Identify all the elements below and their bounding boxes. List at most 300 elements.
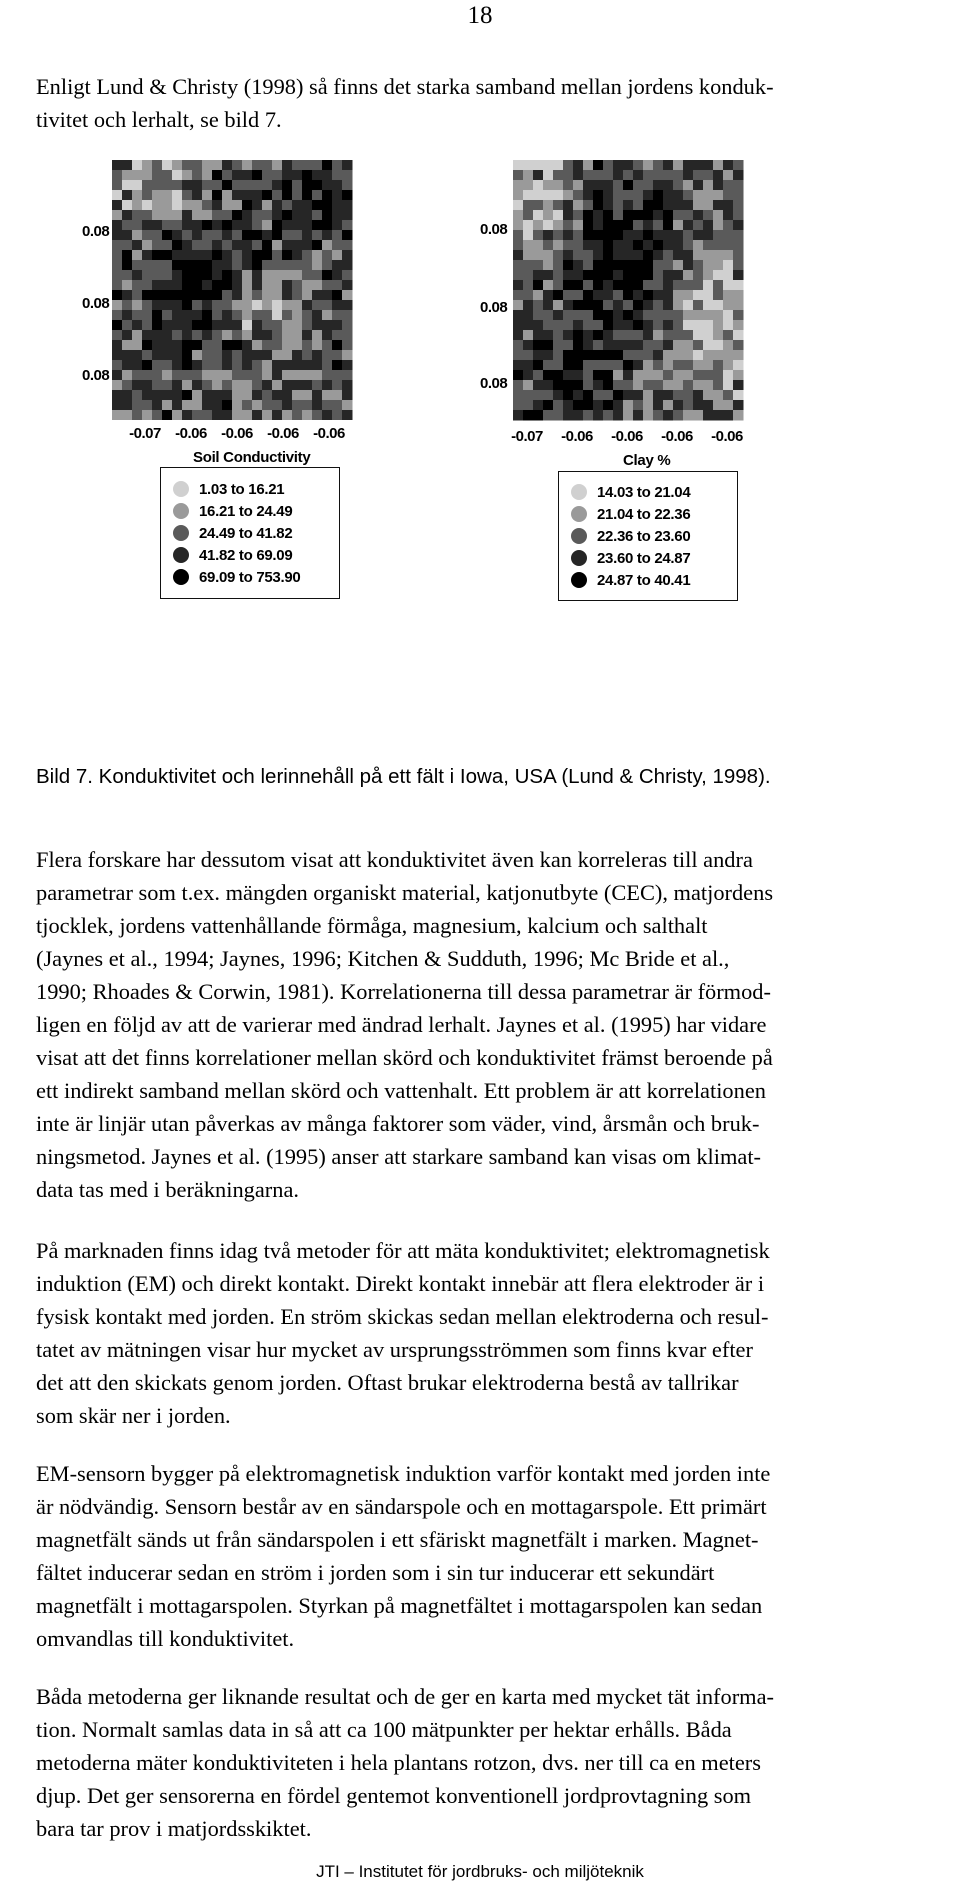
map-cell <box>593 370 604 381</box>
map-cell <box>613 400 624 411</box>
map-cell <box>292 400 303 411</box>
map-cell <box>252 270 263 281</box>
map-cell <box>312 320 323 331</box>
map-cell <box>272 220 283 231</box>
map-cell <box>593 260 604 271</box>
map-cell <box>563 260 574 271</box>
map-cell <box>553 290 564 301</box>
map-cell <box>533 240 544 251</box>
map-cell <box>593 170 604 181</box>
map-cell <box>322 330 333 341</box>
map-cell <box>653 370 664 381</box>
text-line: tjocklek, jordens vattenhållande förmåga, magnesium, kalcium och salthalt <box>36 913 708 938</box>
map-cell <box>232 400 243 411</box>
map-cell <box>603 410 614 421</box>
map-cell <box>342 400 353 411</box>
map-cell <box>723 250 734 261</box>
map-cell <box>683 240 694 251</box>
map-cell <box>683 220 694 231</box>
map-cell <box>633 160 644 171</box>
map-cell <box>142 400 153 411</box>
map-cell <box>683 280 694 291</box>
map-cell <box>122 230 133 241</box>
map-cell <box>342 180 353 191</box>
map-cell <box>302 360 313 371</box>
map-cell <box>723 170 734 181</box>
text-line: fältet inducerar sedan en ström i jorden som i sin tur inducerar ett sekundärt <box>36 1560 715 1585</box>
map-cell <box>713 390 724 401</box>
text-line: inte är linjär utan påverkas av många faktorer som väder, vind, årsmån och bruk- <box>36 1111 760 1136</box>
map-cell <box>232 340 243 351</box>
map-cell <box>292 190 303 201</box>
map-cell <box>733 400 744 411</box>
legend-label: 16.21 to 24.49 <box>199 502 293 520</box>
map-cell <box>192 260 203 271</box>
map-cell <box>192 310 203 321</box>
map-cell <box>272 240 283 251</box>
map-cell <box>162 380 173 391</box>
map-cell <box>603 300 614 311</box>
map-cell <box>152 380 163 391</box>
map-cell <box>182 330 193 341</box>
map-cell <box>302 300 313 311</box>
map-cell <box>222 320 233 331</box>
map-cell <box>673 180 684 191</box>
map-cell <box>332 300 343 311</box>
map-cell <box>242 180 253 191</box>
map-cell <box>272 330 283 341</box>
map-cell <box>633 170 644 181</box>
map-cell <box>693 410 704 421</box>
map-cell <box>523 380 534 391</box>
map-cell <box>643 330 654 341</box>
map-cell <box>132 330 143 341</box>
map-cell <box>182 210 193 221</box>
map-cell <box>573 260 584 271</box>
map-cell <box>633 340 644 351</box>
map-cell <box>342 290 353 301</box>
map-cell <box>723 330 734 341</box>
map-cell <box>633 270 644 281</box>
map-cell <box>573 360 584 371</box>
map-cell <box>242 240 253 251</box>
map-cell <box>533 390 544 401</box>
map-cell <box>282 200 293 211</box>
map-cell <box>152 240 163 251</box>
map-cell <box>192 350 203 361</box>
map-cell <box>262 370 273 381</box>
map-cell <box>302 410 313 420</box>
map-cell <box>212 330 223 341</box>
map-cell <box>583 240 594 251</box>
map-cell <box>122 250 133 261</box>
map-cell <box>543 170 554 181</box>
map-cell <box>733 310 744 321</box>
map-cell <box>222 380 233 391</box>
map-cell <box>132 240 143 251</box>
map-cell <box>212 190 223 201</box>
map-cell <box>593 360 604 371</box>
map-cell <box>543 390 554 401</box>
map-cell <box>222 340 233 351</box>
map-cell <box>132 360 143 371</box>
map-cell <box>252 350 263 361</box>
map-cell <box>212 340 223 351</box>
text-line: djup. Det ger sensorerna en fördel gentemot konventionell jordprovtagning som <box>36 1783 752 1808</box>
map-cell <box>583 390 594 401</box>
text-line: visat att det finns korrelationer mellan skörd och konduktivitet främst beroende på <box>36 1045 773 1070</box>
map-cell <box>152 340 163 351</box>
map-cell <box>332 360 343 371</box>
map-cell <box>663 250 674 261</box>
map-cell <box>212 250 223 261</box>
map-cell <box>613 240 624 251</box>
map-cell <box>232 190 243 201</box>
map-cell <box>593 240 604 251</box>
map-cell <box>533 170 544 181</box>
map-cell <box>282 380 293 391</box>
map-cell <box>282 250 293 261</box>
map-cell <box>222 280 233 291</box>
map-cell <box>172 330 183 341</box>
map-cell <box>573 240 584 251</box>
map-cell <box>583 360 594 371</box>
map-cell <box>312 290 323 301</box>
map-cell <box>212 230 223 241</box>
map-cell <box>282 370 293 381</box>
map-cell <box>292 330 303 341</box>
map-cell <box>242 360 253 371</box>
map-cell <box>312 390 323 401</box>
map-cell <box>332 220 343 231</box>
map-cell <box>623 350 634 361</box>
map-cell <box>723 400 734 411</box>
map-cell <box>112 360 123 371</box>
map-cell <box>342 270 353 281</box>
map-cell <box>192 370 203 381</box>
map-cell <box>312 270 323 281</box>
map-cell <box>613 180 624 191</box>
map-cell <box>733 160 744 171</box>
map-cell <box>262 240 273 251</box>
map-cell <box>252 210 263 221</box>
map-cell <box>643 200 654 211</box>
map-cell <box>683 260 694 271</box>
map-cell <box>322 290 333 301</box>
map-cell <box>613 340 624 351</box>
map-cell <box>723 160 734 171</box>
map-cell <box>613 330 624 341</box>
map-cell <box>603 210 614 221</box>
map-cell <box>152 320 163 331</box>
map-cell <box>673 300 684 311</box>
map-cell <box>252 230 263 241</box>
map-cell <box>302 260 313 271</box>
map-cell <box>342 350 353 361</box>
map-cell <box>723 210 734 221</box>
intro-paragraph <box>36 70 926 136</box>
map-cell <box>142 340 153 351</box>
map-cell <box>553 200 564 211</box>
map-cell <box>703 400 714 411</box>
map-cell <box>603 270 614 281</box>
map-cell <box>332 310 343 321</box>
map-cell <box>232 220 243 231</box>
map-cell <box>683 290 694 301</box>
map-cell <box>162 270 173 281</box>
map-cell <box>202 220 213 231</box>
map-cell <box>733 200 744 211</box>
map-cell <box>132 190 143 201</box>
map-cell <box>523 270 534 281</box>
map-cell <box>703 200 714 211</box>
map-cell <box>513 370 524 381</box>
map-cell <box>563 350 574 361</box>
map-cell <box>713 340 724 351</box>
map-cell <box>603 310 614 321</box>
map-cell <box>653 350 664 361</box>
map-cell <box>613 380 624 391</box>
map-cell <box>322 370 333 381</box>
map-cell <box>112 250 123 261</box>
map-cell <box>633 400 644 411</box>
map-cell <box>723 180 734 191</box>
map-cell <box>633 260 644 271</box>
map-cell <box>553 220 564 231</box>
map-cell <box>583 190 594 201</box>
map-cell <box>593 280 604 291</box>
map-cell <box>162 180 173 191</box>
map-cell <box>573 270 584 281</box>
map-cell <box>252 250 263 261</box>
map-cell <box>663 380 674 391</box>
map-cell <box>132 320 143 331</box>
map-cell <box>553 380 564 391</box>
map-cell <box>182 280 193 291</box>
text-line: induktion (EM) och direkt kontakt. Direkt kontakt innebär att flera elektroder är i <box>36 1271 765 1296</box>
map-cell <box>292 360 303 371</box>
map-cell <box>242 380 253 391</box>
map-cell <box>122 330 133 341</box>
map-cell <box>513 390 524 401</box>
map-cell <box>302 320 313 331</box>
map-cell <box>563 220 574 231</box>
map-cell <box>282 190 293 201</box>
map-cell <box>342 320 353 331</box>
map-cell <box>603 370 614 381</box>
map-cell <box>112 310 123 321</box>
map-cell <box>553 360 564 371</box>
map-cell <box>202 240 213 251</box>
map-cell <box>733 330 744 341</box>
map-cell <box>733 360 744 371</box>
map-cell <box>152 250 163 261</box>
map-cell <box>703 390 714 401</box>
map-cell <box>613 210 624 221</box>
map-cell <box>202 370 213 381</box>
map-cell <box>172 360 183 371</box>
map-cell <box>633 180 644 191</box>
map-cell <box>663 360 674 371</box>
map-cell <box>252 370 263 381</box>
map-cell <box>292 380 303 391</box>
map-cell <box>563 210 574 221</box>
map-cell <box>132 400 143 411</box>
map-cell <box>733 190 744 201</box>
map-cell <box>212 410 223 420</box>
map-cell <box>172 220 183 231</box>
map-cell <box>633 370 644 381</box>
map-cell <box>302 330 313 341</box>
text-line: ningsmetod. Jaynes et al. (1995) anser att starkare samband kan visas om klimat- <box>36 1144 762 1169</box>
map-cell <box>673 340 684 351</box>
map-cell <box>212 210 223 221</box>
map-cell <box>543 320 554 331</box>
map-cell <box>643 370 654 381</box>
map-cell <box>332 410 343 420</box>
map-cell <box>122 200 133 211</box>
map-cell <box>262 390 273 401</box>
map-cell <box>312 360 323 371</box>
map-cell <box>332 330 343 341</box>
map-cell <box>553 330 564 341</box>
map-cell <box>192 400 203 411</box>
map-cell <box>663 210 674 221</box>
map-cell <box>292 390 303 401</box>
map-cell <box>713 160 724 171</box>
map-cell <box>703 340 714 351</box>
map-cell <box>553 280 564 291</box>
map-cell <box>723 320 734 331</box>
map-cell <box>332 350 343 361</box>
map-cell <box>543 410 554 421</box>
map-cell <box>553 190 564 201</box>
map-cell <box>152 200 163 211</box>
map-title-clay-percent: Clay % <box>623 452 671 469</box>
map-cell <box>563 190 574 201</box>
map-cell <box>633 280 644 291</box>
map-cell <box>563 290 574 301</box>
map-cell <box>302 160 313 171</box>
map-cell <box>513 220 524 231</box>
map-cell <box>633 240 644 251</box>
map-cell <box>242 190 253 201</box>
map-cell <box>613 370 624 381</box>
map-cell <box>733 270 744 281</box>
map-cell <box>122 380 133 391</box>
map-cell <box>653 280 664 291</box>
map-cell <box>172 180 183 191</box>
map-cell <box>232 170 243 181</box>
map-cell <box>613 200 624 211</box>
map-cell <box>302 230 313 241</box>
map-cell <box>523 360 534 371</box>
y-tick-label: 0.08 <box>82 223 110 240</box>
map-cell <box>142 250 153 261</box>
map-cell <box>693 330 704 341</box>
map-cell <box>322 340 333 351</box>
map-cell <box>212 350 223 361</box>
map-cell <box>172 200 183 211</box>
map-cell <box>212 180 223 191</box>
map-cell <box>733 260 744 271</box>
map-cell <box>613 300 624 311</box>
map-cell <box>623 170 634 181</box>
map-cell <box>242 220 253 231</box>
map-cell <box>232 280 243 291</box>
map-cell <box>292 300 303 311</box>
map-cell <box>563 340 574 351</box>
x-tick-label: -0.06 <box>661 428 693 445</box>
map-cell <box>603 260 614 271</box>
map-cell <box>112 170 123 181</box>
map-cell <box>673 200 684 211</box>
map-cell <box>573 300 584 311</box>
map-cell <box>342 410 353 420</box>
text-line: tivitet och lerhalt, se bild 7. <box>36 107 282 132</box>
map-cell <box>663 180 674 191</box>
map-cell <box>703 190 714 201</box>
map-cell <box>583 400 594 411</box>
map-cell <box>132 160 143 171</box>
map-cell <box>713 330 724 341</box>
map-cell <box>112 200 123 211</box>
map-cell <box>252 390 263 401</box>
map-cell <box>202 210 213 221</box>
map-cell <box>162 280 173 291</box>
map-cell <box>733 320 744 331</box>
map-cell <box>563 270 574 281</box>
x-tick-label: -0.06 <box>611 428 643 445</box>
legend-item <box>571 569 690 591</box>
map-cell <box>733 240 744 251</box>
map-cell <box>262 160 273 171</box>
map-cell <box>212 400 223 411</box>
map-cell <box>683 310 694 321</box>
map-cell <box>683 330 694 341</box>
map-cell <box>633 220 644 231</box>
map-cell <box>152 270 163 281</box>
legend-swatch <box>173 547 189 563</box>
map-cell <box>202 350 213 361</box>
map-cell <box>142 240 153 251</box>
map-cell <box>312 310 323 321</box>
map-cell <box>272 390 283 401</box>
map-cell <box>583 210 594 221</box>
map-cell <box>242 250 253 261</box>
map-cell <box>162 360 173 371</box>
map-cell <box>553 300 564 311</box>
map-cell <box>603 360 614 371</box>
map-cell <box>182 290 193 301</box>
map-cell <box>132 340 143 351</box>
map-cell <box>623 180 634 191</box>
map-cell <box>563 400 574 411</box>
map-cell <box>242 340 253 351</box>
map-cell <box>172 290 183 301</box>
text-line: På marknaden finns idag två metoder för att mäta konduktivitet; elektromagnetisk <box>36 1238 770 1263</box>
map-cell <box>643 300 654 311</box>
map-cell <box>523 300 534 311</box>
map-cell <box>633 230 644 241</box>
map-cell <box>112 190 123 201</box>
map-cell <box>202 340 213 351</box>
text-line: tatet av mätningen visar hur mycket av ursprungsströmmen som finns kvar efter <box>36 1337 753 1362</box>
map-cell <box>172 170 183 181</box>
map-cell <box>262 310 273 321</box>
map-cell <box>713 210 724 221</box>
map-cell <box>643 270 654 281</box>
